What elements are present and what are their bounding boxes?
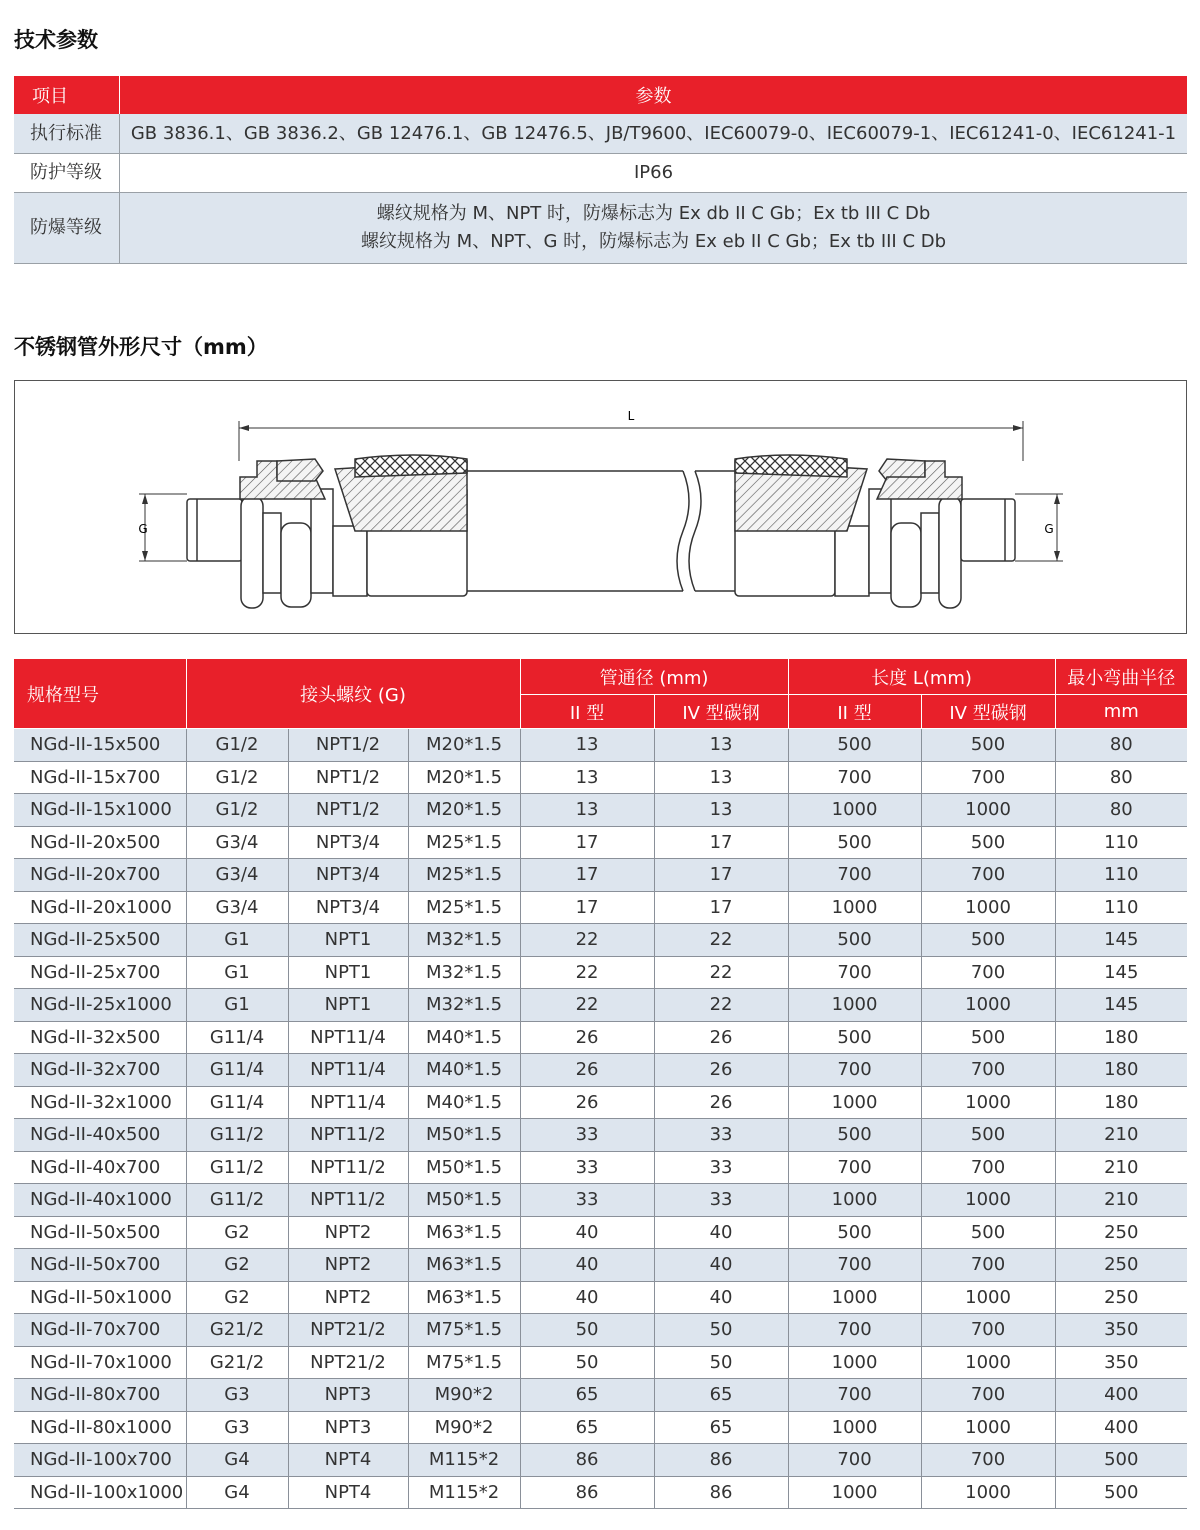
m-thread-cell: M90*2 [408, 1379, 520, 1412]
bend-radius-cell: 180 [1055, 1021, 1187, 1054]
bore-type4-cell: 22 [654, 989, 788, 1022]
npt-thread-cell: NPT1 [288, 989, 408, 1022]
explosion-line-1: 螺纹规格为 M、NPT 时，防爆标志为 Ex db II C Gb；Ex tb III C Db [376, 203, 931, 224]
explosion-line-2: 螺纹规格为 M、NPT、G 时，防爆标志为 Ex eb II C Gb；Ex tb III C Db [360, 231, 947, 252]
bore-type4-cell: 40 [654, 1249, 788, 1282]
length-type2-cell: 700 [788, 1379, 921, 1412]
bend-radius-cell: 400 [1055, 1411, 1187, 1444]
g-thread-cell: G1/2 [186, 794, 288, 827]
bore-type2-cell: 17 [520, 826, 654, 859]
length-type4-cell: 700 [921, 1151, 1055, 1184]
bore-type4-cell: 22 [654, 924, 788, 957]
bore-type4-cell: 65 [654, 1411, 788, 1444]
g-thread-cell: G3 [186, 1379, 288, 1412]
tech-row-value [120, 193, 1188, 264]
table-row [14, 1086, 1187, 1119]
bore-type2-cell: 40 [520, 1216, 654, 1249]
dimension-section-title: 不锈钢管外形尺寸（mm） [14, 335, 268, 359]
bore-type4-cell: 22 [654, 956, 788, 989]
tech-row-label: 执行标准 [14, 114, 120, 154]
m-thread-cell: M32*1.5 [408, 924, 520, 957]
length-type4-cell: 1000 [921, 989, 1055, 1022]
npt-thread-cell: NPT21/2 [288, 1314, 408, 1347]
tech-row-label: 防爆等级 [14, 193, 120, 264]
header-bore-type4: IV 型碳钢 [654, 695, 788, 729]
g-thread-cell: G11/2 [186, 1119, 288, 1152]
bend-radius-cell: 210 [1055, 1119, 1187, 1152]
model-cell: NGd-II-25x500 [14, 924, 186, 957]
g-thread-cell: G11/2 [186, 1184, 288, 1217]
thread-label-left: G [138, 522, 148, 536]
bore-type4-cell: 26 [654, 1054, 788, 1087]
m-thread-cell: M63*1.5 [408, 1216, 520, 1249]
g-thread-cell: G21/2 [186, 1346, 288, 1379]
bore-type2-cell: 65 [520, 1379, 654, 1412]
bore-type2-cell: 40 [520, 1281, 654, 1314]
bend-radius-cell: 80 [1055, 729, 1187, 762]
tech-header-item: 项目 [14, 76, 120, 114]
left-fitting [187, 455, 467, 608]
npt-thread-cell: NPT11/2 [288, 1151, 408, 1184]
bore-type2-cell: 40 [520, 1249, 654, 1282]
table-row [14, 1346, 1187, 1379]
bend-radius-cell: 400 [1055, 1379, 1187, 1412]
bend-radius-cell: 145 [1055, 989, 1187, 1022]
tech-row-protection [14, 154, 1187, 193]
bore-type2-cell: 17 [520, 859, 654, 892]
m-thread-cell: M25*1.5 [408, 826, 520, 859]
bore-type4-cell: 50 [654, 1314, 788, 1347]
header-length: 长度 L(mm) [788, 659, 1055, 695]
tech-row-explosion [14, 193, 1187, 264]
model-cell: NGd-II-80x700 [14, 1379, 186, 1412]
bend-radius-cell: 110 [1055, 891, 1187, 924]
m-thread-cell: M63*1.5 [408, 1249, 520, 1282]
bore-type4-cell: 26 [654, 1021, 788, 1054]
bore-type4-cell: 33 [654, 1119, 788, 1152]
length-type2-cell: 1000 [788, 1411, 921, 1444]
length-type2-cell: 700 [788, 1151, 921, 1184]
npt-thread-cell: NPT1/2 [288, 761, 408, 794]
length-type4-cell: 700 [921, 761, 1055, 794]
m-thread-cell: M63*1.5 [408, 1281, 520, 1314]
bore-type4-cell: 86 [654, 1476, 788, 1509]
length-type2-cell: 500 [788, 1119, 921, 1152]
hose-dimension-drawing [14, 380, 1187, 634]
table-row [14, 1249, 1187, 1282]
bore-type2-cell: 50 [520, 1346, 654, 1379]
npt-thread-cell: NPT11/2 [288, 1184, 408, 1217]
bore-type4-cell: 86 [654, 1444, 788, 1477]
model-cell: NGd-II-100x700 [14, 1444, 186, 1477]
bore-type2-cell: 13 [520, 729, 654, 762]
g-thread-cell: G1 [186, 956, 288, 989]
length-type4-cell: 1000 [921, 891, 1055, 924]
bend-radius-cell: 80 [1055, 794, 1187, 827]
tech-row-label: 防护等级 [14, 154, 120, 193]
npt-thread-cell: NPT3/4 [288, 826, 408, 859]
bore-type2-cell: 17 [520, 891, 654, 924]
table-row [14, 891, 1187, 924]
bore-type2-cell: 33 [520, 1119, 654, 1152]
npt-thread-cell: NPT3 [288, 1411, 408, 1444]
model-cell: NGd-II-40x1000 [14, 1184, 186, 1217]
length-type4-cell: 1000 [921, 1184, 1055, 1217]
model-cell: NGd-II-50x1000 [14, 1281, 186, 1314]
bore-type2-cell: 26 [520, 1086, 654, 1119]
g-thread-cell: G3/4 [186, 891, 288, 924]
bend-radius-cell: 145 [1055, 956, 1187, 989]
m-thread-cell: M25*1.5 [408, 891, 520, 924]
bore-type2-cell: 26 [520, 1054, 654, 1087]
table-row [14, 1021, 1187, 1054]
bend-radius-cell: 350 [1055, 1346, 1187, 1379]
model-cell: NGd-II-40x500 [14, 1119, 186, 1152]
model-cell: NGd-II-15x700 [14, 761, 186, 794]
m-thread-cell: M25*1.5 [408, 859, 520, 892]
table-row [14, 1314, 1187, 1347]
thread-label-right: G [1044, 522, 1054, 536]
table-row [14, 859, 1187, 892]
tech-header-param: 参数 [120, 76, 1188, 114]
m-thread-cell: M20*1.5 [408, 729, 520, 762]
m-thread-cell: M75*1.5 [408, 1314, 520, 1347]
length-type2-cell: 1000 [788, 794, 921, 827]
npt-thread-cell: NPT11/2 [288, 1119, 408, 1152]
length-type2-cell: 700 [788, 956, 921, 989]
bend-radius-cell: 80 [1055, 761, 1187, 794]
model-cell: NGd-II-20x500 [14, 826, 186, 859]
bore-type4-cell: 17 [654, 891, 788, 924]
g-thread-cell: G2 [186, 1216, 288, 1249]
length-type2-cell: 1000 [788, 1476, 921, 1509]
thread-dimension-left [138, 494, 187, 561]
m-thread-cell: M115*2 [408, 1444, 520, 1477]
bore-type2-cell: 13 [520, 794, 654, 827]
length-type2-cell: 1000 [788, 1281, 921, 1314]
length-type4-cell: 1000 [921, 1086, 1055, 1119]
bore-type2-cell: 26 [520, 1021, 654, 1054]
bend-radius-cell: 350 [1055, 1314, 1187, 1347]
npt-thread-cell: NPT1/2 [288, 794, 408, 827]
header-model: 规格型号 [14, 659, 186, 729]
length-dimension [239, 409, 1023, 461]
bend-radius-cell: 110 [1055, 859, 1187, 892]
m-thread-cell: M40*1.5 [408, 1086, 520, 1119]
m-thread-cell: M32*1.5 [408, 989, 520, 1022]
length-type4-cell: 700 [921, 1249, 1055, 1282]
bore-type2-cell: 65 [520, 1411, 654, 1444]
m-thread-cell: M50*1.5 [408, 1151, 520, 1184]
bore-type2-cell: 22 [520, 989, 654, 1022]
bend-radius-cell: 250 [1055, 1281, 1187, 1314]
npt-thread-cell: NPT1/2 [288, 729, 408, 762]
table-row [14, 956, 1187, 989]
table-row [14, 794, 1187, 827]
table-row [14, 1444, 1187, 1477]
npt-thread-cell: NPT11/4 [288, 1021, 408, 1054]
bore-type2-cell: 22 [520, 924, 654, 957]
bore-type4-cell: 13 [654, 794, 788, 827]
length-type2-cell: 500 [788, 729, 921, 762]
table-row [14, 761, 1187, 794]
g-thread-cell: G1 [186, 924, 288, 957]
bore-type4-cell: 13 [654, 729, 788, 762]
length-type4-cell: 1000 [921, 1281, 1055, 1314]
bore-type4-cell: 33 [654, 1151, 788, 1184]
npt-thread-cell: NPT4 [288, 1476, 408, 1509]
g-thread-cell: G11/4 [186, 1021, 288, 1054]
length-type4-cell: 1000 [921, 1411, 1055, 1444]
g-thread-cell: G11/4 [186, 1086, 288, 1119]
npt-thread-cell: NPT2 [288, 1216, 408, 1249]
length-type2-cell: 700 [788, 1054, 921, 1087]
model-cell: NGd-II-40x700 [14, 1151, 186, 1184]
model-cell: NGd-II-20x1000 [14, 891, 186, 924]
length-type2-cell: 700 [788, 859, 921, 892]
model-cell: NGd-II-70x700 [14, 1314, 186, 1347]
model-cell: NGd-II-32x1000 [14, 1086, 186, 1119]
g-thread-cell: G11/2 [186, 1151, 288, 1184]
npt-thread-cell: NPT4 [288, 1444, 408, 1477]
table-row [14, 924, 1187, 957]
model-cell: NGd-II-15x1000 [14, 794, 186, 827]
bore-type2-cell: 33 [520, 1184, 654, 1217]
length-type2-cell: 500 [788, 826, 921, 859]
bore-type2-cell: 86 [520, 1476, 654, 1509]
g-thread-cell: G1 [186, 989, 288, 1022]
length-type4-cell: 700 [921, 956, 1055, 989]
g-thread-cell: G4 [186, 1476, 288, 1509]
m-thread-cell: M40*1.5 [408, 1021, 520, 1054]
m-thread-cell: M32*1.5 [408, 956, 520, 989]
bend-radius-cell: 180 [1055, 1054, 1187, 1087]
table-row [14, 1281, 1187, 1314]
bore-type2-cell: 86 [520, 1444, 654, 1477]
tech-row-standard [14, 114, 1187, 154]
g-thread-cell: G3/4 [186, 826, 288, 859]
length-type4-cell: 700 [921, 1054, 1055, 1087]
model-cell: NGd-II-15x500 [14, 729, 186, 762]
length-type4-cell: 500 [921, 1021, 1055, 1054]
g-thread-cell: G2 [186, 1281, 288, 1314]
npt-thread-cell: NPT11/4 [288, 1086, 408, 1119]
g-thread-cell: G3 [186, 1411, 288, 1444]
table-row [14, 729, 1187, 762]
length-type4-cell: 500 [921, 1119, 1055, 1152]
header-bore: 管通径 (mm) [520, 659, 788, 695]
model-cell: NGd-II-32x500 [14, 1021, 186, 1054]
spec-table-body [14, 729, 1187, 1509]
bore-type4-cell: 26 [654, 1086, 788, 1119]
table-row [14, 1119, 1187, 1152]
length-type2-cell: 500 [788, 924, 921, 957]
table-row [14, 1184, 1187, 1217]
bend-radius-cell: 110 [1055, 826, 1187, 859]
length-type2-cell: 1000 [788, 891, 921, 924]
length-type2-cell: 1000 [788, 1086, 921, 1119]
length-type4-cell: 700 [921, 1379, 1055, 1412]
table-row [14, 1379, 1187, 1412]
g-thread-cell: G11/4 [186, 1054, 288, 1087]
bend-radius-cell: 500 [1055, 1444, 1187, 1477]
header-length-type4: IV 型碳钢 [921, 695, 1055, 729]
m-thread-cell: M75*1.5 [408, 1346, 520, 1379]
model-cell: NGd-II-50x700 [14, 1249, 186, 1282]
thread-dimension-right [1015, 494, 1063, 561]
m-thread-cell: M50*1.5 [408, 1184, 520, 1217]
model-cell: NGd-II-70x1000 [14, 1346, 186, 1379]
table-row [14, 1476, 1187, 1509]
npt-thread-cell: NPT21/2 [288, 1346, 408, 1379]
bend-radius-cell: 500 [1055, 1476, 1187, 1509]
length-type4-cell: 500 [921, 924, 1055, 957]
length-type2-cell: 500 [788, 1021, 921, 1054]
npt-thread-cell: NPT1 [288, 924, 408, 957]
length-type2-cell: 1000 [788, 1184, 921, 1217]
m-thread-cell: M40*1.5 [408, 1054, 520, 1087]
npt-thread-cell: NPT3/4 [288, 891, 408, 924]
length-type4-cell: 1000 [921, 794, 1055, 827]
length-type4-cell: 500 [921, 729, 1055, 762]
table-row [14, 1411, 1187, 1444]
m-thread-cell: M20*1.5 [408, 794, 520, 827]
hose-drawing-svg [15, 381, 1186, 633]
bore-type2-cell: 13 [520, 761, 654, 794]
tech-row-value: IP66 [120, 154, 1188, 193]
bore-type2-cell: 33 [520, 1151, 654, 1184]
tech-row-value: GB 3836.1、GB 3836.2、GB 12476.1、GB 12476.5、JB/T9600、IEC60079-0、IEC60079-1、IEC61241-0、IEC61241-1 [120, 114, 1188, 154]
length-type4-cell: 700 [921, 859, 1055, 892]
table-row [14, 989, 1187, 1022]
m-thread-cell: M115*2 [408, 1476, 520, 1509]
m-thread-cell: M90*2 [408, 1411, 520, 1444]
length-type2-cell: 1000 [788, 989, 921, 1022]
right-fitting [735, 455, 1015, 608]
bore-type4-cell: 50 [654, 1346, 788, 1379]
table-row [14, 826, 1187, 859]
g-thread-cell: G1/2 [186, 729, 288, 762]
model-cell: NGd-II-32x700 [14, 1054, 186, 1087]
model-cell: NGd-II-20x700 [14, 859, 186, 892]
length-type2-cell: 700 [788, 1444, 921, 1477]
npt-thread-cell: NPT1 [288, 956, 408, 989]
m-thread-cell: M20*1.5 [408, 761, 520, 794]
npt-thread-cell: NPT3/4 [288, 859, 408, 892]
bore-type4-cell: 13 [654, 761, 788, 794]
bore-type2-cell: 22 [520, 956, 654, 989]
length-type4-cell: 1000 [921, 1346, 1055, 1379]
table-row [14, 1216, 1187, 1249]
length-type2-cell: 700 [788, 1314, 921, 1347]
length-type4-cell: 1000 [921, 1476, 1055, 1509]
tech-section-title: 技术参数 [14, 28, 98, 52]
model-cell: NGd-II-80x1000 [14, 1411, 186, 1444]
length-type4-cell: 700 [921, 1314, 1055, 1347]
header-bend-radius: 最小弯曲半径 [1055, 659, 1187, 695]
bore-type4-cell: 40 [654, 1216, 788, 1249]
length-type4-cell: 500 [921, 826, 1055, 859]
model-cell: NGd-II-25x1000 [14, 989, 186, 1022]
length-type4-cell: 500 [921, 1216, 1055, 1249]
bend-radius-cell: 145 [1055, 924, 1187, 957]
tech-params-table [14, 76, 1187, 264]
length-type2-cell: 700 [788, 1249, 921, 1282]
npt-thread-cell: NPT2 [288, 1281, 408, 1314]
bore-type4-cell: 40 [654, 1281, 788, 1314]
model-cell: NGd-II-100x1000 [14, 1476, 186, 1509]
g-thread-cell: G21/2 [186, 1314, 288, 1347]
table-row [14, 1054, 1187, 1087]
bore-type2-cell: 50 [520, 1314, 654, 1347]
bend-radius-cell: 250 [1055, 1249, 1187, 1282]
hose-body [467, 471, 735, 591]
model-cell: NGd-II-25x700 [14, 956, 186, 989]
bore-type4-cell: 17 [654, 826, 788, 859]
spec-table [14, 659, 1187, 1509]
g-thread-cell: G1/2 [186, 761, 288, 794]
g-thread-cell: G3/4 [186, 859, 288, 892]
g-thread-cell: G2 [186, 1249, 288, 1282]
bend-radius-cell: 250 [1055, 1216, 1187, 1249]
length-label: L [627, 409, 635, 423]
g-thread-cell: G4 [186, 1444, 288, 1477]
length-type2-cell: 500 [788, 1216, 921, 1249]
header-thread: 接头螺纹 (G) [186, 659, 520, 729]
header-bend-unit: mm [1055, 695, 1187, 729]
bend-radius-cell: 180 [1055, 1086, 1187, 1119]
header-bore-type2: II 型 [520, 695, 654, 729]
model-cell: NGd-II-50x500 [14, 1216, 186, 1249]
m-thread-cell: M50*1.5 [408, 1119, 520, 1152]
length-type2-cell: 700 [788, 761, 921, 794]
length-type2-cell: 1000 [788, 1346, 921, 1379]
npt-thread-cell: NPT3 [288, 1379, 408, 1412]
bend-radius-cell: 210 [1055, 1184, 1187, 1217]
npt-thread-cell: NPT2 [288, 1249, 408, 1282]
bore-type4-cell: 33 [654, 1184, 788, 1217]
bore-type4-cell: 65 [654, 1379, 788, 1412]
npt-thread-cell: NPT11/4 [288, 1054, 408, 1087]
length-type4-cell: 700 [921, 1444, 1055, 1477]
table-row [14, 1151, 1187, 1184]
bend-radius-cell: 210 [1055, 1151, 1187, 1184]
header-length-type2: II 型 [788, 695, 921, 729]
bore-type4-cell: 17 [654, 859, 788, 892]
